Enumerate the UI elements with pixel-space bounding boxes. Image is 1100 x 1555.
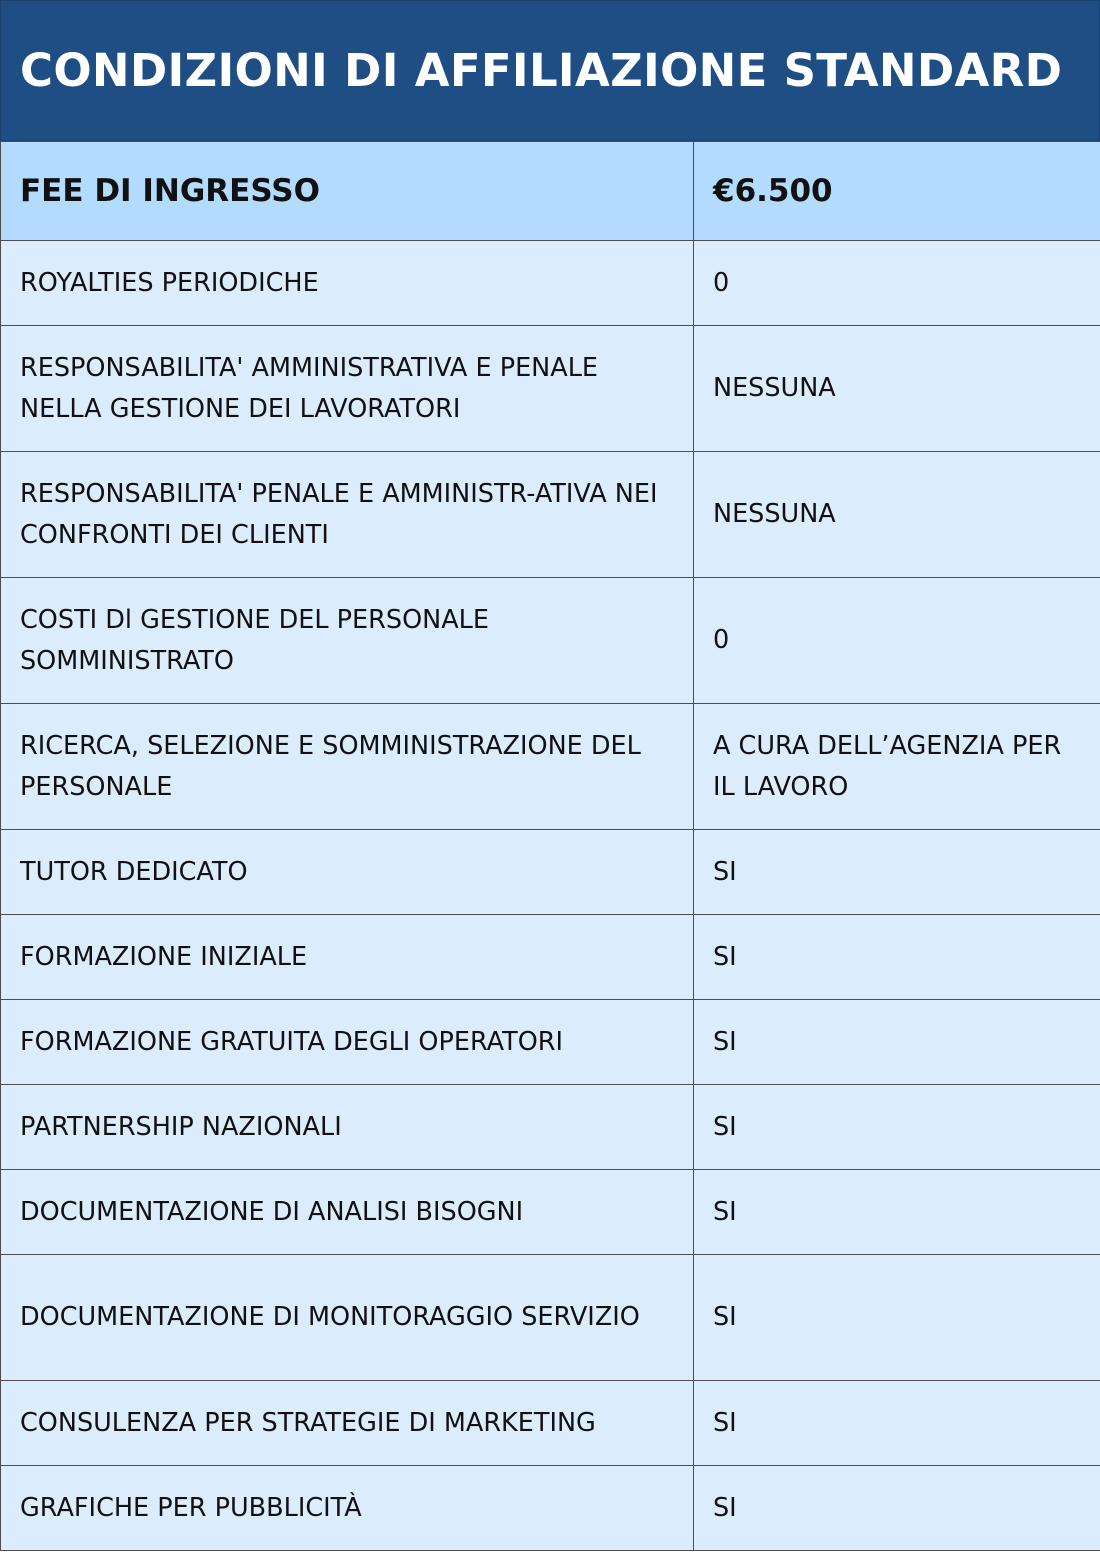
table-row xyxy=(1,1381,1100,1466)
row-value: SI xyxy=(694,1085,1100,1170)
row-label: RICERCA, SELEZIONE E SOMMINISTRAZIONE DEL PERSONALE xyxy=(1,704,694,830)
entry-fee-label: FEE DI INGRESSO xyxy=(1,142,694,241)
table-row xyxy=(1,578,1100,704)
row-value: NESSUNA xyxy=(694,452,1100,578)
row-label: COSTI Dl GESTIONE DEL PERSONALE SOMMINISTRATO xyxy=(1,578,694,704)
row-value: 0 xyxy=(694,241,1100,326)
entry-fee-value: €6.500 xyxy=(694,142,1100,241)
table-row xyxy=(1,452,1100,578)
table-row xyxy=(1,1255,1100,1381)
row-value: SI xyxy=(694,1255,1100,1381)
row-label: PARTNERSHIP NAZIONALI xyxy=(1,1085,694,1170)
row-label: GRAFICHE PER PUBBLICITÀ xyxy=(1,1466,694,1551)
title-bar xyxy=(0,0,1100,141)
row-value: A CURA DELL’AGENZIA PER IL LAVORO xyxy=(694,704,1100,830)
table-row xyxy=(1,915,1100,1000)
row-value: 0 xyxy=(694,578,1100,704)
row-value: NESSUNA xyxy=(694,326,1100,452)
row-value: SI xyxy=(694,830,1100,915)
conditions-table xyxy=(0,141,1100,1551)
table-row xyxy=(1,830,1100,915)
table-row xyxy=(1,1000,1100,1085)
row-label: RESPONSABILITA' AMMINISTRATIVA E PENALE NELLA GESTIONE DEI LAVORATORI xyxy=(1,326,694,452)
row-label: CONSULENZA PER STRATEGIE DI MARKETING xyxy=(1,1381,694,1466)
row-value: SI xyxy=(694,1170,1100,1255)
row-value: SI xyxy=(694,1000,1100,1085)
row-value: SI xyxy=(694,1381,1100,1466)
table-row xyxy=(1,704,1100,830)
row-label: TUTOR DEDICATO xyxy=(1,830,694,915)
table-row xyxy=(1,326,1100,452)
row-label: FORMAZIONE INIZIALE xyxy=(1,915,694,1000)
row-label: DOCUMENTAZIONE DI MONITORAGGIO SERVIZIO xyxy=(1,1255,694,1381)
table-row xyxy=(1,241,1100,326)
table-row xyxy=(1,1085,1100,1170)
row-label: ROYALTIES PERIODICHE xyxy=(1,241,694,326)
conditions-table-body xyxy=(1,142,1100,1551)
table-row xyxy=(1,1466,1100,1551)
row-label: RESPONSABILITA' PENALE E AMMINISTR-ATIVA NEI CONFRONTI DEI CLIENTI xyxy=(1,452,694,578)
row-value: SI xyxy=(694,1466,1100,1551)
row-value: SI xyxy=(694,915,1100,1000)
page-title: CONDIZIONI DI AFFILIAZIONE STANDARD xyxy=(20,44,1063,97)
row-label: DOCUMENTAZIONE DI ANALISI BISOGNI xyxy=(1,1170,694,1255)
row-label: FORMAZIONE GRATUITA DEGLI OPERATORI xyxy=(1,1000,694,1085)
table-row xyxy=(1,1170,1100,1255)
entry-fee-row xyxy=(1,142,1100,241)
